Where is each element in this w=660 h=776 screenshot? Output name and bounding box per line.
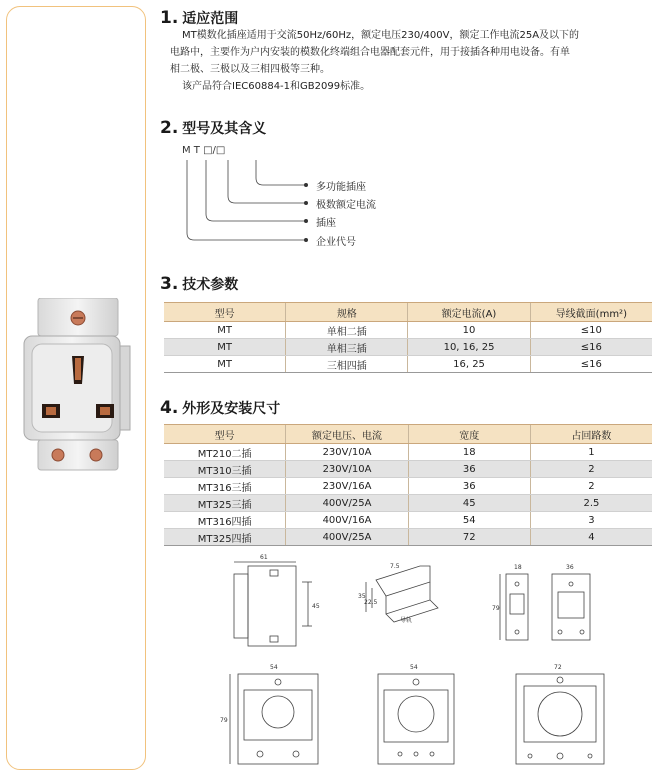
table-cell: 230V/16A <box>286 478 408 495</box>
table-cell: MT <box>164 339 286 356</box>
column-header: 额定电流(A) <box>408 303 530 322</box>
scope-line: 该产品符合IEC60884-1和GB2099标准。 <box>182 81 371 92</box>
table-cell: 单相二插 <box>286 322 408 339</box>
table-cell: 单相三插 <box>286 339 408 356</box>
table-cell: 18 <box>408 444 530 461</box>
table-cell: 36 <box>408 461 530 478</box>
table-row <box>164 478 652 495</box>
table-cell: 2 <box>530 461 652 478</box>
table-cell: 三相四插 <box>286 356 408 373</box>
table-header-row <box>164 425 652 444</box>
table-cell: 230V/10A <box>286 461 408 478</box>
section-title-text: 适应范围 <box>182 11 239 27</box>
table-cell: 2.5 <box>530 495 652 512</box>
dimension-label: 36 <box>566 564 574 571</box>
section-title-text: 型号及其含义 <box>182 121 267 137</box>
table-header-row <box>164 303 652 322</box>
column-header: 占回路数 <box>530 425 652 444</box>
dimension-label: 54 <box>410 664 418 671</box>
table-cell: 1 <box>530 444 652 461</box>
section-number: 1. <box>160 8 179 28</box>
scope-line: MT模数化插座适用于交流50Hz/60Hz，额定电压230/400V，额定工作电流25A及以下的 <box>182 30 580 41</box>
model-item: 多功能插座 <box>316 182 366 193</box>
dimension-label: 45 <box>312 603 320 610</box>
column-header: 型号 <box>164 425 286 444</box>
dimension-label: 72 <box>554 664 562 671</box>
table-row <box>164 444 652 461</box>
column-header: 额定电压、电流 <box>286 425 408 444</box>
dimension-label: 18 <box>514 564 522 571</box>
section-number: 3. <box>160 274 179 294</box>
din-rail-drawing <box>356 560 446 630</box>
model-item: 企业代号 <box>316 237 356 248</box>
section-4-title <box>160 398 280 418</box>
size-table <box>164 424 652 546</box>
table-cell: 4 <box>530 529 652 546</box>
table-cell: MT210二插 <box>164 444 286 461</box>
side-view-drawing <box>222 552 322 652</box>
table-row <box>164 322 652 339</box>
model-code-diagram <box>178 158 318 248</box>
tech-parameters-table <box>164 302 652 373</box>
table-cell: 72 <box>408 529 530 546</box>
column-header: 型号 <box>164 303 286 322</box>
section-3-title <box>160 274 238 294</box>
table-cell: 2 <box>530 478 652 495</box>
table-cell: 54 <box>408 512 530 529</box>
table-cell: 230V/10A <box>286 444 408 461</box>
bottom-view-54-a <box>220 660 324 772</box>
section-2-title <box>160 118 266 138</box>
table-cell: 16, 25 <box>408 356 530 373</box>
scope-line: 相二极、三极以及三相四极等三种。 <box>170 64 330 75</box>
table-cell: MT325四插 <box>164 529 286 546</box>
section-1-title <box>160 8 238 28</box>
table-cell: MT310三插 <box>164 461 286 478</box>
table-cell: 45 <box>408 495 530 512</box>
table-cell: MT <box>164 356 286 373</box>
table-cell: 10 <box>408 322 530 339</box>
table-cell: 3 <box>530 512 652 529</box>
scope-paragraph <box>170 27 652 95</box>
table-cell: ≤16 <box>530 356 652 373</box>
dimension-label: 54 <box>270 664 278 671</box>
section-number: 2. <box>160 118 179 138</box>
section-title-text: 技术参数 <box>182 277 239 293</box>
table-row <box>164 356 652 373</box>
table-row <box>164 512 652 529</box>
dimension-label: 7.5 <box>390 563 400 570</box>
column-header: 宽度 <box>408 425 530 444</box>
dimension-label: 79 <box>492 605 500 612</box>
table-cell: 400V/25A <box>286 495 408 512</box>
table-row <box>164 529 652 546</box>
dimension-label: 22.5 <box>364 599 378 606</box>
table-row <box>164 461 652 478</box>
section-title-text: 外形及安装尺寸 <box>182 401 281 417</box>
table-cell: 400V/25A <box>286 529 408 546</box>
table-cell: MT316三插 <box>164 478 286 495</box>
table-row <box>164 495 652 512</box>
table-cell: ≤16 <box>530 339 652 356</box>
dimension-label: 61 <box>260 554 268 561</box>
dimension-label: 导轨 <box>400 617 413 624</box>
dimension-label: 79 <box>220 717 228 724</box>
dimension-label: 35 <box>358 593 366 600</box>
scope-line: 电路中，主要作为户内安装的模数化终端组合电器配套元件，用于接插各种用电设备。有单 <box>170 47 570 58</box>
bottom-view-72 <box>508 660 612 772</box>
model-item: 极数额定电流 <box>316 200 376 211</box>
column-header: 导线截面(mm²) <box>530 303 652 322</box>
column-header: 规格 <box>286 303 408 322</box>
table-cell: MT <box>164 322 286 339</box>
bottom-view-54-b <box>370 660 460 772</box>
socket-product-image <box>22 298 134 474</box>
table-cell: MT325三插 <box>164 495 286 512</box>
model-code: M T □/□ <box>182 145 226 156</box>
table-cell: MT316四插 <box>164 512 286 529</box>
table-cell: 400V/16A <box>286 512 408 529</box>
table-cell: 36 <box>408 478 530 495</box>
table-cell: ≤10 <box>530 322 652 339</box>
table-cell: 10, 16, 25 <box>408 339 530 356</box>
model-item: 插座 <box>316 218 336 229</box>
front-views-drawing <box>492 560 604 650</box>
section-number: 4. <box>160 398 179 418</box>
table-row <box>164 339 652 356</box>
